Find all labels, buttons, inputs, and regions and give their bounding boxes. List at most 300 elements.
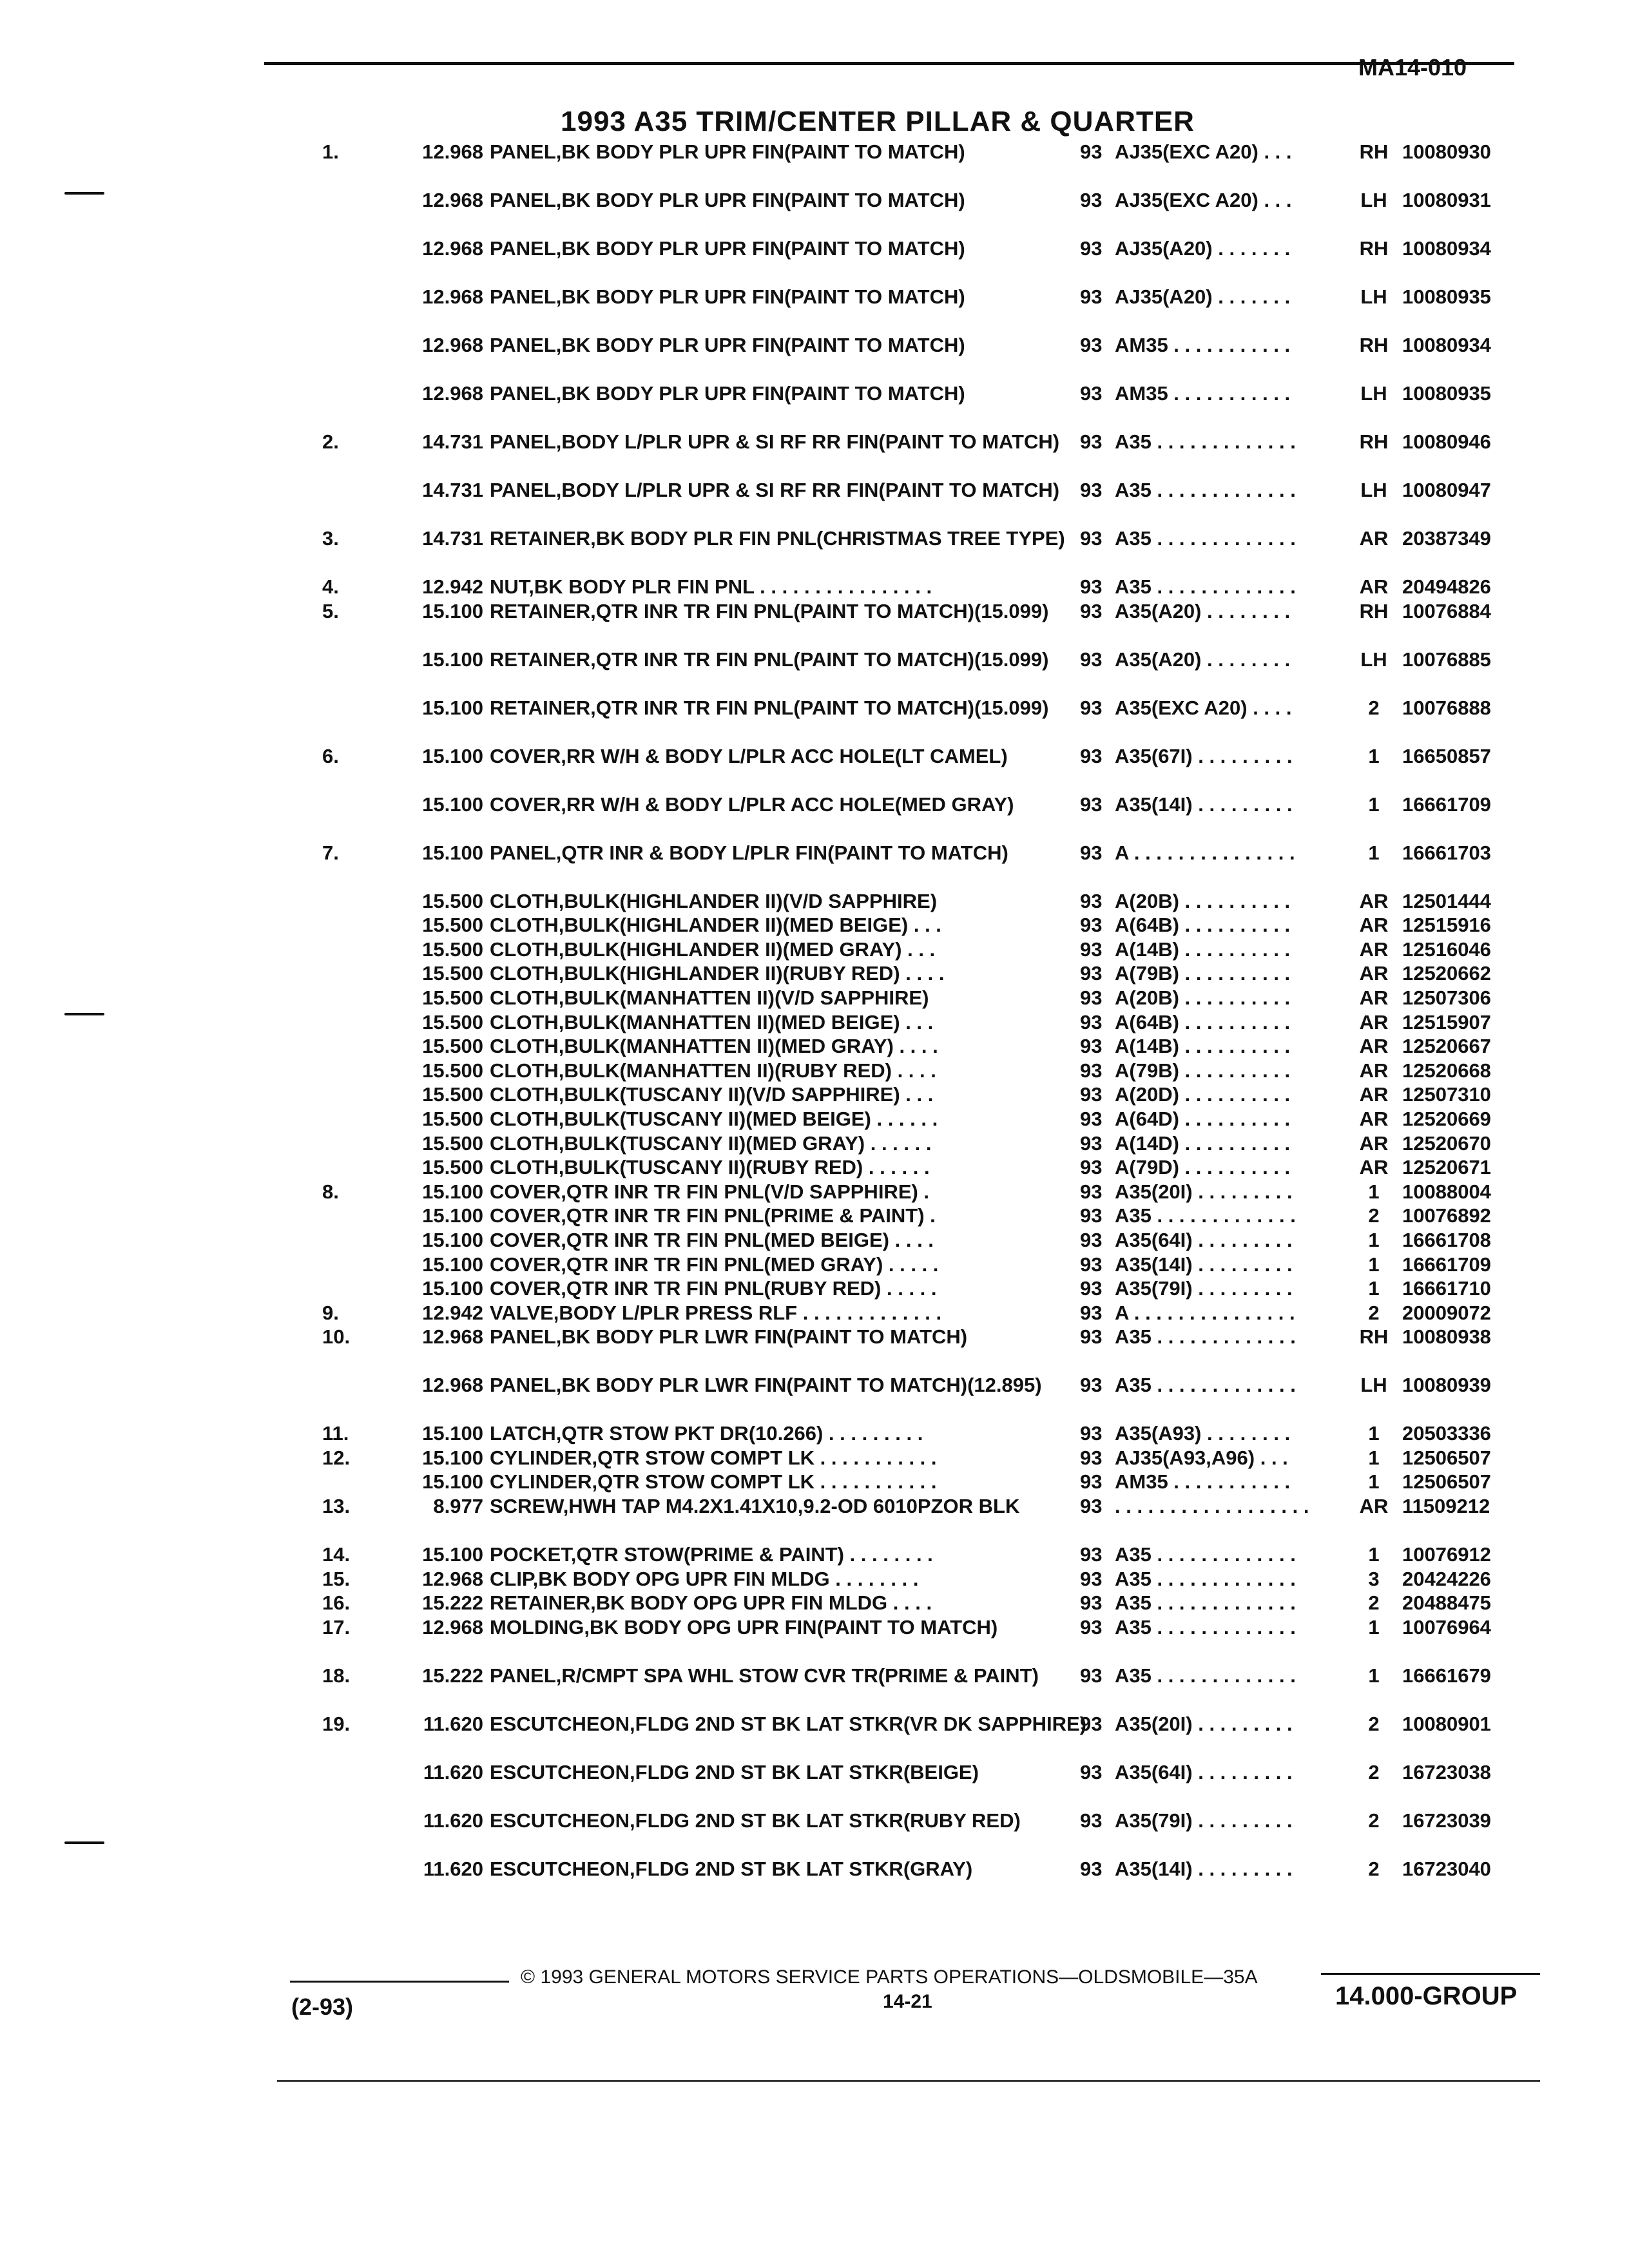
part-description [490, 1035, 1057, 1058]
part-number: 10076884 [1402, 599, 1491, 622]
model-year: 93 [1080, 1180, 1103, 1203]
model-year: 93 [1080, 527, 1103, 550]
model-year: 93 [1080, 1277, 1103, 1300]
part-description [490, 479, 1060, 502]
model-usage: A(64B) . . . . . . . . . . [1115, 914, 1291, 937]
part-detail: ,RR W/H & BODY L/PLR ACC HOLE(MED GRAY) [561, 793, 1014, 816]
part-name: PANEL [490, 1664, 556, 1687]
illustration-ref: 12.942 [422, 575, 483, 598]
model-usage: A(14B) . . . . . . . . . . [1115, 1035, 1291, 1058]
model-usage: A35 . . . . . . . . . . . . . [1115, 527, 1296, 550]
model-year: 93 [1080, 1446, 1103, 1469]
part-description [490, 697, 1057, 720]
model-usage: A(14B) . . . . . . . . . . [1115, 937, 1291, 961]
part-row [0, 986, 1629, 1011]
model-usage: A35 . . . . . . . . . . . . . [1115, 1543, 1296, 1566]
part-row [0, 1059, 1629, 1084]
part-description [490, 1108, 1057, 1131]
part-row [0, 1591, 1629, 1616]
model-usage: A35(A20) . . . . . . . . [1115, 599, 1291, 622]
quantity: 1 [1368, 1422, 1380, 1445]
part-detail: ,BK BODY PLR UPR FIN(PAINT TO MATCH) [555, 237, 965, 260]
part-detail: ,QTR INR TR FIN PNL(PAINT TO MATCH)(15.099) [590, 696, 1049, 719]
part-number: 12520669 [1402, 1107, 1491, 1130]
part-number: 12501444 [1402, 889, 1491, 912]
illustration-ref: 12.968 [422, 334, 483, 356]
part-name: PANEL [490, 430, 556, 453]
part-name: COVER [490, 1204, 561, 1227]
item-number: 13. [322, 1495, 351, 1518]
part-number: 10080939 [1402, 1374, 1491, 1397]
part-row [0, 1858, 1629, 1906]
part-description [490, 1543, 1057, 1566]
part-description [490, 1059, 1057, 1082]
model-year: 93 [1080, 841, 1103, 864]
part-detail: ,BULK(HIGHLANDER II)(RUBY RED) . . . . [558, 962, 945, 985]
model-year: 93 [1080, 1857, 1103, 1880]
part-detail: ,FLDG 2ND ST BK LAT STKR(RUBY RED) [630, 1809, 1021, 1832]
quantity: 2 [1368, 696, 1380, 719]
part-description [490, 962, 1057, 985]
model-year: 93 [1080, 140, 1103, 163]
model-year: 93 [1080, 599, 1103, 622]
part-detail: ,FLDG 2ND ST BK LAT STKR(GRAY) [630, 1857, 973, 1880]
item-number: 4. [322, 575, 339, 598]
part-description [490, 430, 1060, 454]
item-number: 3. [322, 527, 339, 550]
illustration-ref: 12.968 [422, 189, 483, 211]
part-description [490, 334, 1057, 357]
part-detail: ,BODY L/PLR UPR & SI RF RR FIN(PAINT TO MATCH) [555, 430, 1060, 453]
part-name: COVER [490, 793, 561, 816]
quantity: RH [1359, 599, 1389, 622]
part-name: CYLINDER [490, 1470, 592, 1494]
illustration-ref: 15.100 [422, 841, 483, 864]
illustration-ref: 12.942 [422, 1301, 483, 1324]
model-usage: AM35 . . . . . . . . . . . [1115, 1470, 1291, 1494]
part-row [0, 1083, 1629, 1108]
part-detail: ,BULK(TUSCANY II)(MED BEIGE) . . . . . . [558, 1107, 938, 1130]
quantity: RH [1359, 237, 1389, 260]
model-usage: A35 . . . . . . . . . . . . . [1115, 1615, 1296, 1639]
part-row [0, 1446, 1629, 1471]
part-description [490, 237, 1057, 260]
part-name: RETAINER [490, 1591, 591, 1615]
part-detail: ,BK BODY PLR UPR FIN(PAINT TO MATCH) [555, 382, 965, 405]
illustration-ref: 15.100 [422, 1277, 483, 1300]
quantity: 3 [1368, 1567, 1380, 1590]
quantity: AR [1359, 1107, 1389, 1130]
part-number: 16723038 [1402, 1760, 1491, 1783]
quantity: 2 [1368, 1760, 1380, 1783]
part-number: 10080931 [1402, 189, 1491, 211]
illustration-ref: 15.100 [422, 1253, 483, 1276]
footer-rule [290, 1981, 509, 1983]
part-name: CLOTH [490, 1083, 559, 1106]
illustration-ref: 15.500 [422, 1156, 483, 1179]
model-year: 93 [1080, 1253, 1103, 1276]
part-row [0, 1011, 1629, 1035]
model-year: 93 [1080, 1083, 1103, 1106]
part-detail: ,QTR INR TR FIN PNL(PRIME & PAINT) . [561, 1204, 936, 1227]
quantity: AR [1359, 1083, 1389, 1106]
model-year: 93 [1080, 1422, 1103, 1445]
page-number: 14-21 [883, 1991, 932, 2012]
part-detail: ,RR W/H & BODY L/PLR ACC HOLE(LT CAMEL) [561, 744, 1008, 767]
group-label: 14.000-GROUP [1335, 1982, 1518, 2010]
part-row [0, 1809, 1629, 1858]
part-name: CLOTH [490, 1131, 559, 1155]
quantity: 2 [1368, 1204, 1380, 1227]
model-year: 93 [1080, 479, 1103, 501]
part-description [490, 1229, 1057, 1252]
part-detail: ,BULK(HIGHLANDER II)(MED GRAY) . . . [558, 937, 936, 961]
part-detail: ,BK BODY PLR UPR FIN(PAINT TO MATCH) [555, 189, 965, 211]
model-usage: A(20D) . . . . . . . . . . [1115, 1083, 1291, 1106]
part-detail: ,BK BODY OPG UPR FIN(PAINT TO MATCH) [584, 1615, 998, 1639]
illustration-ref: 14.731 [422, 430, 483, 453]
part-name: PANEL [490, 382, 556, 405]
part-number: 16661708 [1402, 1228, 1491, 1251]
model-year: 93 [1080, 1010, 1103, 1033]
part-row [0, 914, 1629, 938]
part-number: 20503336 [1402, 1422, 1491, 1445]
part-row [0, 1422, 1629, 1446]
part-detail: ,BULK(HIGHLANDER II)(MED BEIGE) . . . [558, 914, 941, 937]
illustration-ref: 15.100 [422, 599, 483, 622]
part-detail: ,QTR INR TR FIN PNL(V/D SAPPHIRE) . [561, 1180, 930, 1203]
part-row [0, 1277, 1629, 1302]
quantity: 1 [1368, 1615, 1380, 1639]
model-usage: A35 . . . . . . . . . . . . . [1115, 1664, 1296, 1687]
part-row [0, 1761, 1629, 1809]
model-usage: AJ35(A20) . . . . . . . [1115, 237, 1291, 260]
model-usage: A35(A93) . . . . . . . . [1115, 1422, 1291, 1445]
model-year: 93 [1080, 1204, 1103, 1227]
part-name: PANEL [490, 189, 556, 211]
part-row [0, 1132, 1629, 1157]
part-detail: ,QTR STOW COMPT LK . . . . . . . . . . . [592, 1446, 937, 1469]
part-detail: ,QTR INR TR FIN PNL(RUBY RED) . . . . . [561, 1277, 937, 1300]
item-number: 8. [322, 1180, 339, 1203]
model-usage: A(64B) . . . . . . . . . . [1115, 1010, 1291, 1033]
part-detail: ,HWH TAP M4.2X1.41X10,9.2-OD 6010PZOR BLK [563, 1495, 1020, 1518]
part-number: 10076885 [1402, 648, 1491, 671]
part-name: PANEL [490, 841, 556, 864]
part-number: 16723039 [1402, 1809, 1491, 1832]
model-year: 93 [1080, 1664, 1103, 1687]
quantity: 2 [1368, 1809, 1380, 1832]
model-year: 93 [1080, 937, 1103, 961]
quantity: RH [1359, 140, 1389, 163]
quantity: RH [1359, 1325, 1389, 1349]
part-row [0, 1156, 1629, 1180]
illustration-ref: 11.620 [423, 1809, 483, 1832]
part-name: CLOTH [490, 889, 559, 912]
illustration-ref: 15.100 [422, 1446, 483, 1469]
part-name: CYLINDER [490, 1446, 592, 1469]
part-detail: ,BULK(TUSCANY II)(RUBY RED) . . . . . . [558, 1156, 930, 1179]
illustration-ref: 15.500 [422, 937, 483, 961]
part-row [0, 1180, 1629, 1205]
part-description [490, 1761, 1057, 1784]
model-usage: A(79D) . . . . . . . . . . [1115, 1156, 1291, 1179]
part-row [0, 1616, 1629, 1664]
part-row [0, 890, 1629, 914]
part-detail: ,R/CMPT SPA WHL STOW CVR TR(PRIME & PAINT) [555, 1664, 1039, 1687]
part-detail: ,QTR STOW COMPT LK . . . . . . . . . . . [592, 1470, 937, 1494]
part-detail: ,BK BODY OPG UPR FIN MLDG . . . . . . . . [532, 1567, 919, 1590]
model-usage: A . . . . . . . . . . . . . . . [1115, 1301, 1295, 1324]
part-description [490, 1083, 1057, 1106]
part-name: COVER [490, 1228, 561, 1251]
illustration-ref: 15.500 [422, 889, 483, 912]
part-description [490, 527, 1065, 550]
model-usage: A35 . . . . . . . . . . . . . [1115, 430, 1296, 453]
item-number: 6. [322, 744, 339, 767]
model-usage: A35(14I) . . . . . . . . . [1115, 1857, 1293, 1880]
part-description [490, 189, 1057, 212]
part-description [490, 1132, 1057, 1155]
part-number: 12506507 [1402, 1446, 1491, 1469]
quantity: AR [1359, 1059, 1389, 1082]
model-year: 93 [1080, 1470, 1103, 1494]
part-number: 20387349 [1402, 527, 1491, 550]
model-usage: A35(14I) . . . . . . . . . [1115, 1253, 1293, 1276]
part-name: PANEL [490, 237, 556, 260]
quantity: 1 [1368, 1253, 1380, 1276]
item-number: 5. [322, 599, 339, 622]
item-number: 11. [322, 1422, 349, 1445]
revision-date: (2-93) [291, 1994, 354, 2020]
illustration-ref: 15.500 [422, 1010, 483, 1033]
part-row [0, 1495, 1629, 1543]
part-detail: ,FLDG 2ND ST BK LAT STKR(BEIGE) [630, 1760, 979, 1783]
quantity: AR [1359, 889, 1389, 912]
part-description [490, 600, 1057, 623]
footer-rule [1321, 1973, 1540, 1975]
part-name: COVER [490, 1253, 561, 1276]
model-year: 93 [1080, 1325, 1103, 1349]
model-year: 93 [1080, 962, 1103, 985]
illustration-ref: 11.620 [423, 1760, 483, 1783]
quantity: LH [1360, 189, 1387, 211]
model-usage: A35(67I) . . . . . . . . . [1115, 744, 1293, 767]
part-description [490, 1712, 1087, 1736]
part-detail: ,QTR INR TR FIN PNL(PAINT TO MATCH)(15.099) [590, 599, 1049, 622]
illustration-ref: 15.500 [422, 1131, 483, 1155]
part-detail: ,QTR STOW PKT DR(10.266) . . . . . . . . . [555, 1422, 923, 1445]
part-description [490, 1180, 1057, 1204]
illustration-ref: 12.968 [422, 285, 483, 308]
part-description [490, 745, 1057, 768]
part-detail: ,QTR INR TR FIN PNL(MED BEIGE) . . . . [561, 1228, 934, 1251]
model-usage: A35 . . . . . . . . . . . . . [1115, 1591, 1296, 1615]
part-number: 12520668 [1402, 1059, 1491, 1082]
quantity: 2 [1368, 1712, 1380, 1735]
illustration-ref: 15.100 [422, 696, 483, 719]
model-usage: AM35 . . . . . . . . . . . [1115, 382, 1291, 405]
part-detail: ,BK BODY PLR LWR FIN(PAINT TO MATCH) [555, 1325, 968, 1349]
model-year: 93 [1080, 1543, 1103, 1566]
illustration-ref: 15.100 [422, 1204, 483, 1227]
part-row [0, 600, 1629, 648]
part-row [0, 334, 1629, 382]
part-row [0, 285, 1629, 334]
part-name: ESCUTCHEON [490, 1712, 630, 1735]
illustration-ref: 15.100 [422, 1180, 483, 1203]
part-name: CLOTH [490, 986, 559, 1009]
part-number: 12507306 [1402, 986, 1491, 1009]
part-number: 16661710 [1402, 1277, 1491, 1300]
part-row [0, 745, 1629, 793]
page-title: 1993 A35 TRIM/CENTER PILLAR & QUARTER [561, 106, 1195, 137]
model-usage: A35(20I) . . . . . . . . . [1115, 1180, 1293, 1203]
quantity: 2 [1368, 1301, 1380, 1324]
part-row [0, 1374, 1629, 1422]
bottom-rule [277, 2080, 1540, 2082]
model-year: 93 [1080, 889, 1103, 912]
model-usage: AJ35(EXC A20) . . . [1115, 140, 1292, 163]
part-description [490, 1470, 1057, 1494]
part-number: 10080935 [1402, 285, 1491, 308]
quantity: AR [1359, 1035, 1389, 1058]
model-usage: A35(64I) . . . . . . . . . [1115, 1228, 1293, 1251]
part-description [490, 1858, 1057, 1881]
illustration-ref: 15.100 [422, 744, 483, 767]
model-usage: A(20B) . . . . . . . . . . [1115, 986, 1291, 1009]
part-description [490, 382, 1057, 405]
part-detail: ,BULK(MANHATTEN II)(MED GRAY) . . . . [558, 1035, 938, 1058]
item-number: 2. [322, 430, 339, 453]
quantity: AR [1359, 962, 1389, 985]
quantity: AR [1359, 1010, 1389, 1033]
part-detail: ,BK BODY PLR UPR FIN(PAINT TO MATCH) [555, 140, 965, 163]
part-name: SCREW [490, 1495, 563, 1518]
illustration-ref: 12.968 [422, 140, 483, 163]
copyright-text: 1993 GENERAL MOTORS SERVICE PARTS OPERATIONS—OLDSMOBILE—35A [540, 1966, 1258, 1988]
illustration-ref: 15.500 [422, 986, 483, 1009]
illustration-ref: 12.968 [422, 1325, 483, 1349]
part-description [490, 1616, 1057, 1639]
part-number: 20424226 [1402, 1567, 1491, 1590]
part-number: 10076888 [1402, 696, 1491, 719]
quantity: AR [1359, 1495, 1389, 1518]
model-year: 93 [1080, 430, 1103, 453]
illustration-ref: 15.500 [422, 1107, 483, 1130]
model-year: 93 [1080, 382, 1103, 405]
model-usage: A(79B) . . . . . . . . . . [1115, 962, 1291, 985]
model-year: 93 [1080, 986, 1103, 1009]
part-name: COVER [490, 744, 561, 767]
part-description [490, 1664, 1057, 1687]
illustration-ref: 15.500 [422, 1059, 483, 1082]
part-detail: ,BK BODY PLR UPR FIN(PAINT TO MATCH) [555, 285, 965, 308]
part-description [490, 1591, 1057, 1615]
model-usage: AJ35(A93,A96) . . . [1115, 1446, 1288, 1469]
part-name: CLOTH [490, 1059, 559, 1082]
part-description [490, 1253, 1057, 1276]
part-number: 10080938 [1402, 1325, 1491, 1349]
part-description [490, 914, 1057, 937]
model-year: 93 [1080, 334, 1103, 356]
part-name: LATCH [490, 1422, 556, 1445]
part-name: COVER [490, 1180, 561, 1203]
part-number: 20494826 [1402, 575, 1491, 598]
model-year: 93 [1080, 1567, 1103, 1590]
part-description [490, 1495, 1057, 1518]
part-row [0, 1253, 1629, 1278]
model-usage: A35(20I) . . . . . . . . . [1115, 1712, 1293, 1735]
quantity: LH [1360, 382, 1387, 405]
model-usage: A(64D) . . . . . . . . . . [1115, 1107, 1291, 1130]
part-number: 16650857 [1402, 744, 1491, 767]
model-year: 93 [1080, 1156, 1103, 1179]
quantity: 1 [1368, 1180, 1380, 1203]
part-row [0, 1302, 1629, 1326]
part-number: 10076892 [1402, 1204, 1491, 1227]
illustration-ref: 12.968 [422, 1374, 483, 1397]
part-number: 10080946 [1402, 430, 1491, 453]
quantity: 2 [1368, 1591, 1380, 1615]
part-name: PANEL [490, 479, 556, 501]
part-name: VALVE [490, 1301, 554, 1324]
illustration-ref: 15.100 [422, 793, 483, 816]
part-row [0, 648, 1629, 697]
part-number: 12507310 [1402, 1083, 1491, 1106]
model-year: 93 [1080, 237, 1103, 260]
model-usage: A35 . . . . . . . . . . . . . [1115, 1325, 1296, 1349]
part-detail: ,BULK(TUSCANY II)(MED GRAY) . . . . . . [558, 1131, 932, 1155]
model-usage: A35 . . . . . . . . . . . . . [1115, 479, 1296, 501]
part-description [490, 1204, 1057, 1227]
part-name: CLIP [490, 1567, 533, 1590]
part-row [0, 1543, 1629, 1568]
part-number: 10076964 [1402, 1615, 1491, 1639]
quantity: 1 [1368, 1664, 1380, 1687]
part-detail: ,BODY L/PLR PRESS RLF . . . . . . . . . . . . . [553, 1301, 942, 1324]
model-year: 93 [1080, 1035, 1103, 1058]
part-description [490, 140, 1057, 164]
model-usage: A(79B) . . . . . . . . . . [1115, 1059, 1291, 1082]
illustration-ref: 15.100 [422, 1228, 483, 1251]
model-year: 93 [1080, 1131, 1103, 1155]
part-description [490, 793, 1057, 816]
part-name: RETAINER [490, 599, 591, 622]
illustration-ref: 15.500 [422, 914, 483, 937]
part-row [0, 1108, 1629, 1132]
model-usage: A35 . . . . . . . . . . . . . [1115, 1374, 1296, 1397]
model-usage: A35 . . . . . . . . . . . . . [1115, 1204, 1296, 1227]
illustration-ref: 15.500 [422, 1035, 483, 1058]
part-number: 12515907 [1402, 1010, 1491, 1033]
part-row [0, 189, 1629, 237]
model-year: 93 [1080, 189, 1103, 211]
part-number: 12520671 [1402, 1156, 1491, 1179]
model-year: 93 [1080, 793, 1103, 816]
part-name: ESCUTCHEON [490, 1857, 630, 1880]
quantity: 1 [1368, 1277, 1380, 1300]
copyright-symbol: © [521, 1966, 535, 1988]
part-name: CLOTH [490, 914, 559, 937]
part-row [0, 1713, 1629, 1761]
item-number: 16. [322, 1591, 351, 1615]
quantity: RH [1359, 334, 1389, 356]
item-number: 12. [322, 1446, 351, 1469]
part-number: 12520667 [1402, 1035, 1491, 1058]
illustration-ref: 15.222 [422, 1591, 483, 1615]
illustration-ref: 14.731 [422, 479, 483, 501]
